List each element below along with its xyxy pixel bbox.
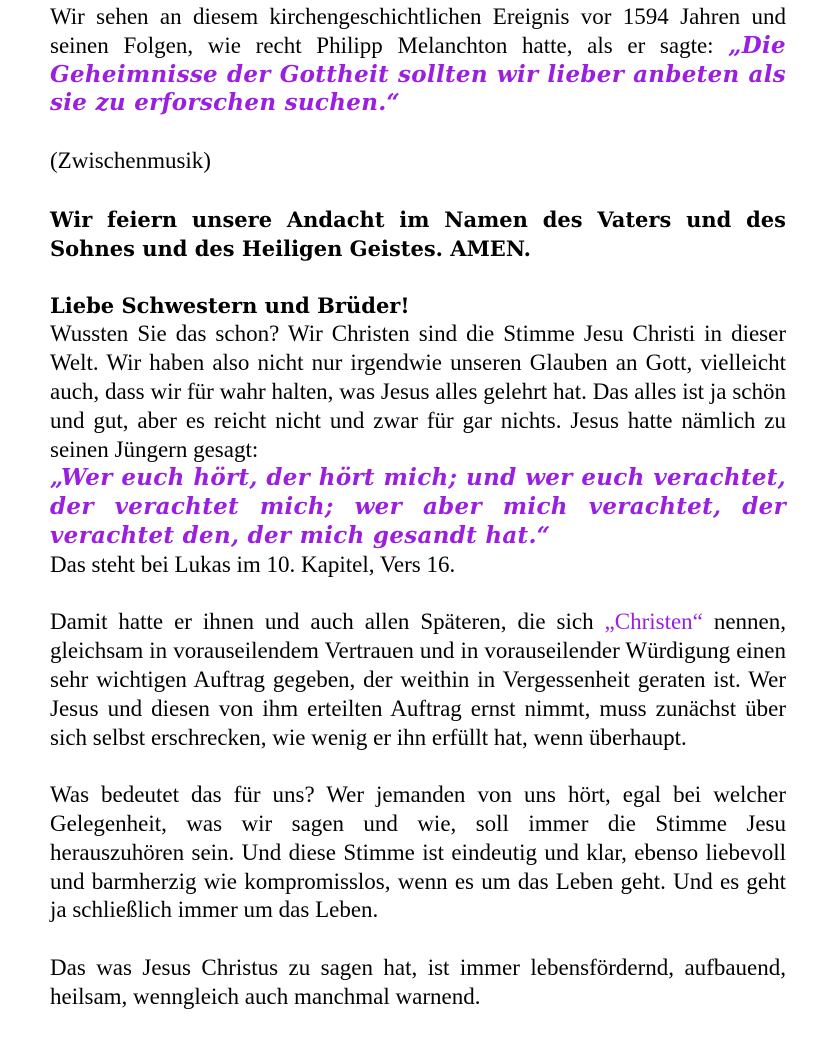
greeting: Liebe Schwestern und Brüder! <box>50 293 410 319</box>
spacer <box>50 752 786 781</box>
paragraph-mandate <box>50 608 786 752</box>
paragraph-melanchton <box>50 3 786 118</box>
spacer <box>50 118 786 147</box>
paragraph-text: nennen, gleichsam in vorauseilendem Vertrauen und in vorauseilender Würdigung einen sehr wichtigen Auftrag gegeben, der weithin in Vergessenheit geraten ist. Wer Jesus und diesen von ihm erteilten Auftrag ernst nimmt, muss zunächst über sich selbst erschrecken, wie wenig er ihn erfüllt hat, wenn überhaupt. <box>50 609 786 750</box>
scripture-reference: Das steht bei Lukas im 10. Kapitel, Vers 16. <box>50 551 456 577</box>
spacer <box>50 176 786 205</box>
luke-quote: „Wer euch hört, der hört mich; und wer euch verachtet, der verachtet mich; wer aber mich verachtet, der verachtet den, der mich gesandt hat.“ <box>50 464 786 549</box>
spacer <box>50 263 786 292</box>
christen-highlight: „Christen“ <box>604 609 703 635</box>
melanchton-quote: „Die Geheimnisse der Gottheit sollten wir lieber anbeten als sie zu erforschen suchen.“ <box>50 31 786 117</box>
paragraph-voice-of-jesus: Wussten Sie das schon? Wir Christen sind die Stimme Jesu Christi in dieser Welt. Wir haben also nicht nur irgendwie unseren Glauben an Gott, vielleicht auch, dass wir für wahr halten, was Jesus alles gelehrt hat. Das alles ist ja schön und gut, aber es reicht nicht und zwar für gar nichts. Jesus hatte nämlich zu seinen Jüngern gesagt: <box>50 321 786 462</box>
spacer <box>50 925 786 954</box>
spacer <box>50 580 786 609</box>
paragraph-text: Damit hatte er ihnen und auch allen Späteren, die sich <box>50 609 605 635</box>
interlude-note: (Zwischenmusik) <box>50 147 211 173</box>
paragraph-meaning: Was bedeutet das für uns? Wer jemanden von uns hört, egal bei welcher Gelegenheit, was wir sagen und wie, soll immer die Stimme Jesu herauszuhören sein. Und diese Stimme ist eindeutig und klar, ebenso liebevoll und barmherzig wie kompromisslos, wenn es um das Leben geht. Und es geht ja schließlich immer um das Leben. <box>50 782 786 923</box>
paragraph-text: Wir sehen an diesem kirchengeschichtlichen Ereignis vor 1594 Jahren und seinen Folgen, wie recht Philipp Melanchton hatte, als er sagte: <box>50 4 786 58</box>
invocation: Wir feiern unsere Andacht im Namen des Vaters und des Sohnes und des Heiligen Geistes. AMEN. <box>50 206 786 261</box>
paragraph-life-giving: Das was Jesus Christus zu sagen hat, ist immer lebensfördernd, aufbauend, heilsam, wenngleich auch manchmal warnend. <box>50 954 786 1009</box>
